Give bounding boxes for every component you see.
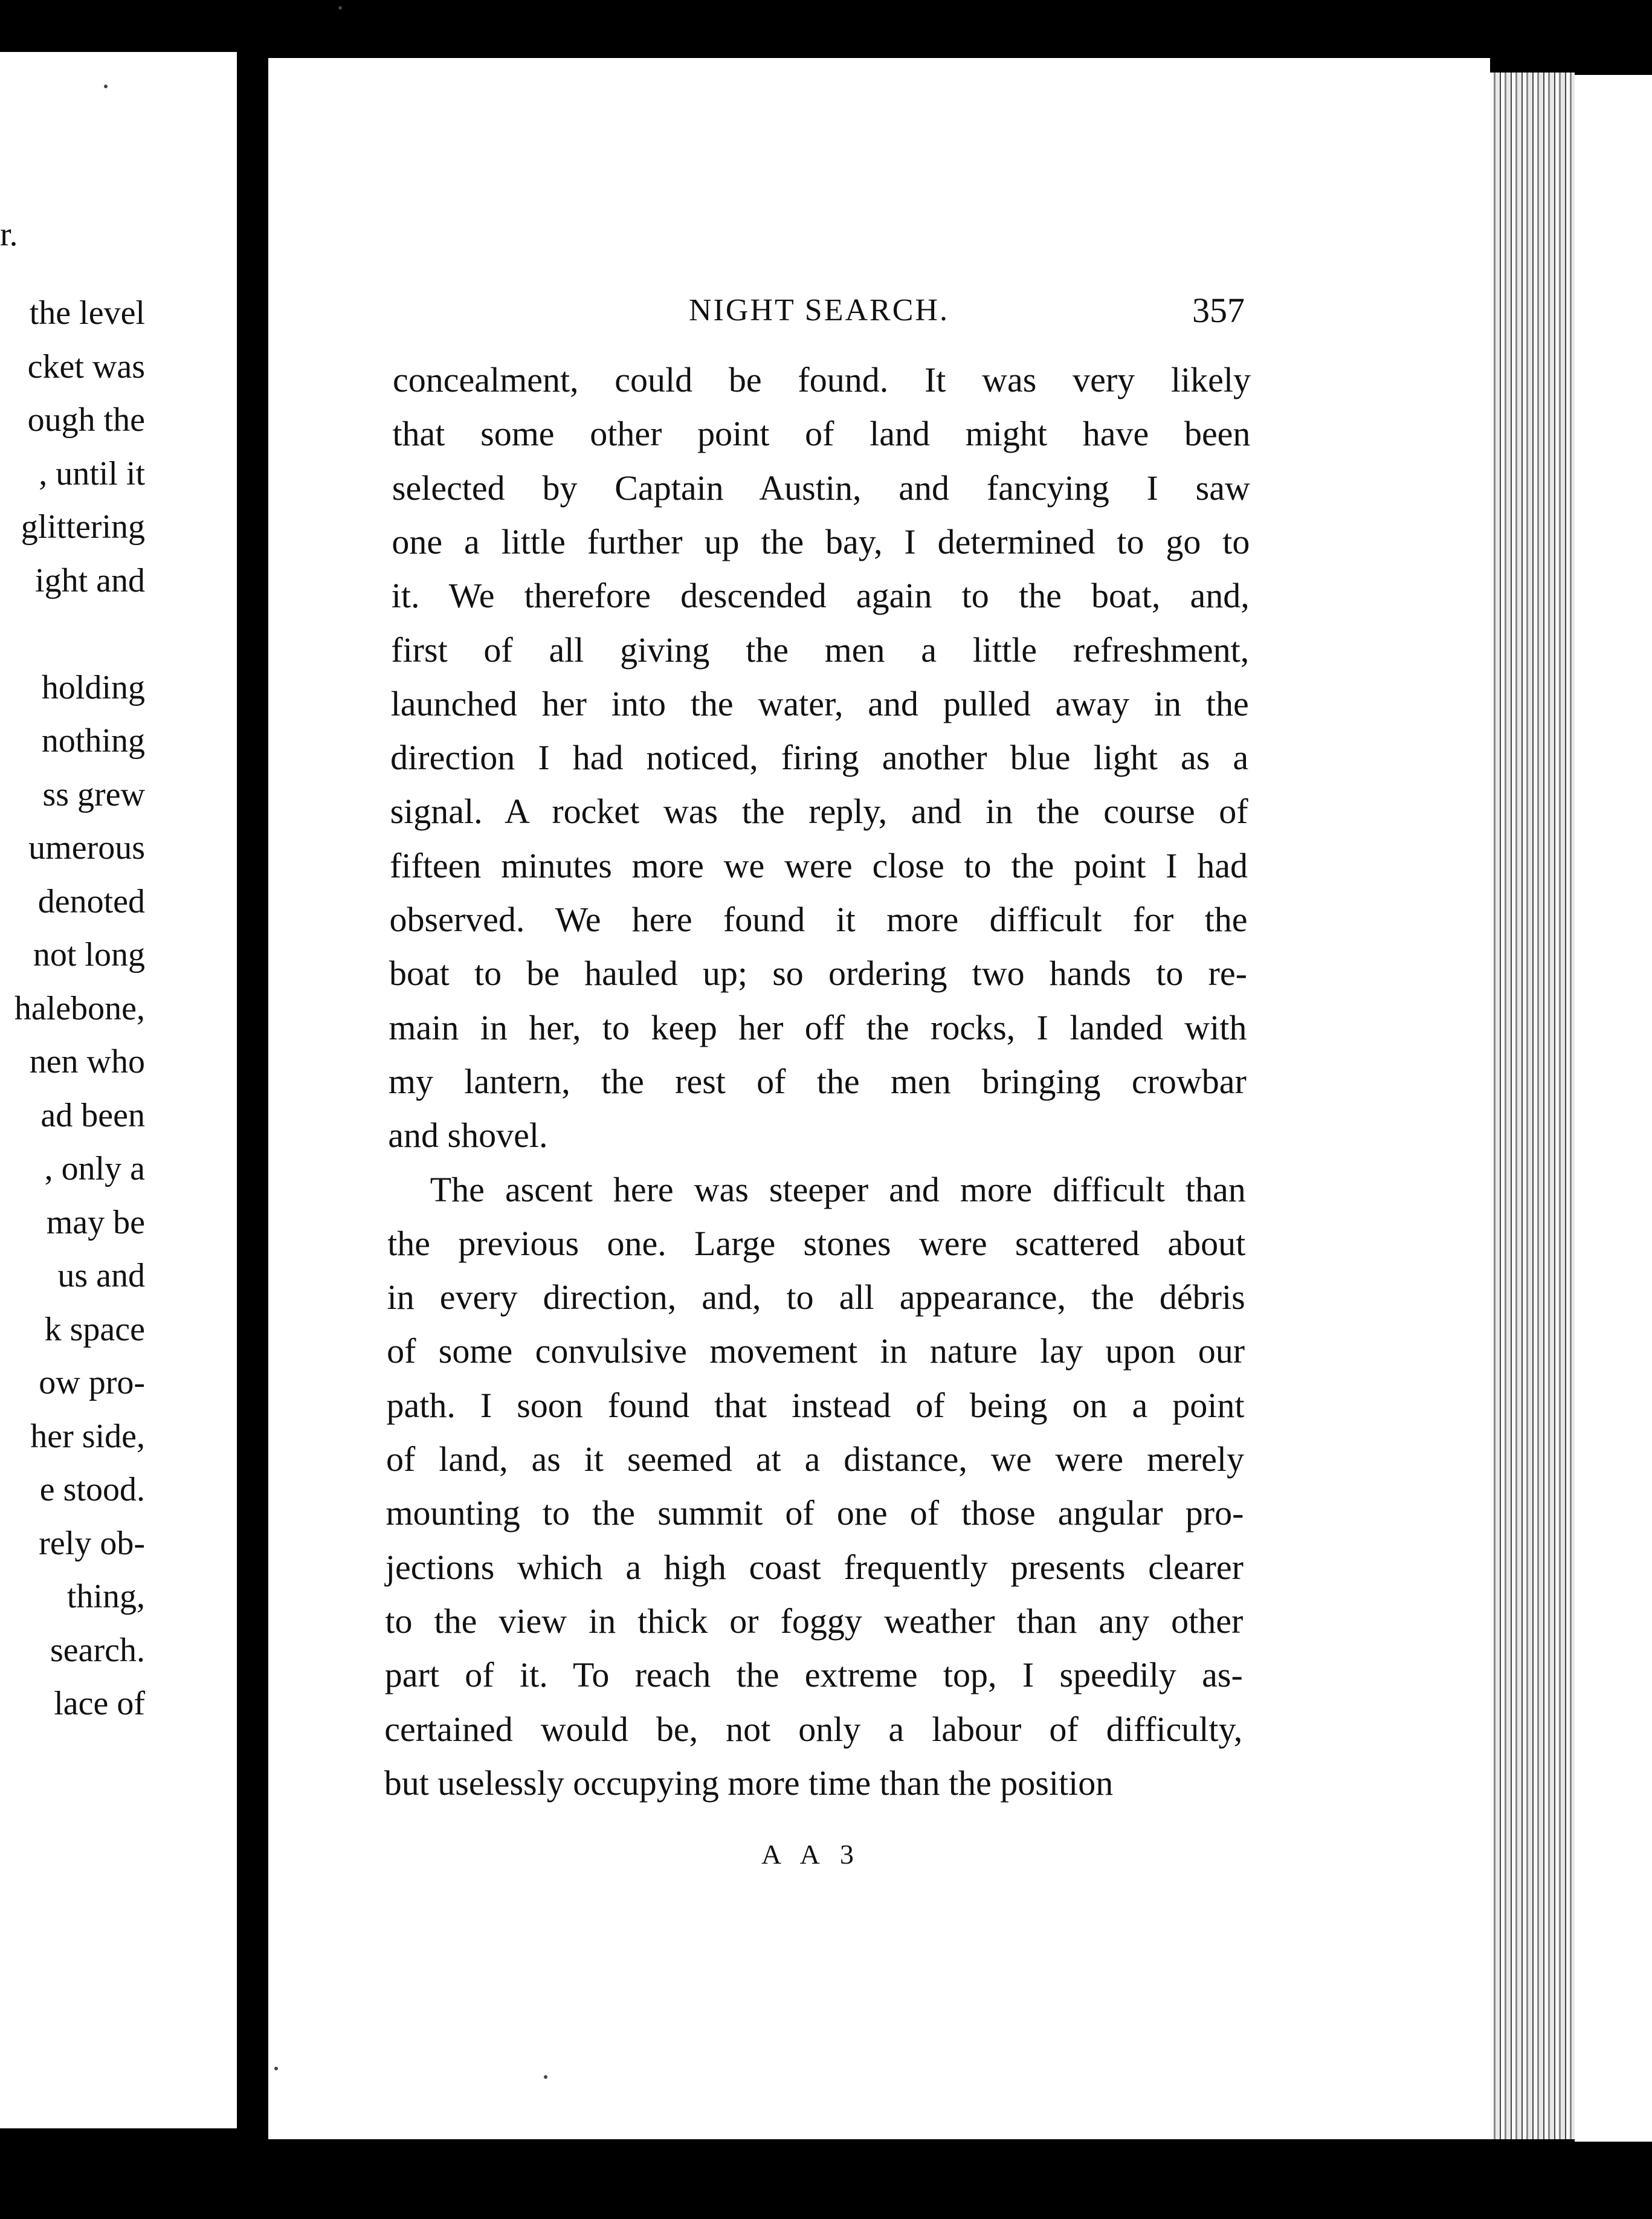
text-line: certained would be, not only a labour of difficulty, xyxy=(384,1709,1243,1749)
facing-page-line: umerous xyxy=(28,829,145,867)
text-line: first of all giving the men a little refreshment, xyxy=(391,630,1250,670)
text-line: that some other point of land might have been xyxy=(392,414,1251,454)
text-line: it. We therefore descended again to the boat, and, xyxy=(391,576,1250,616)
text-line: mounting to the summit of one of those angular pro- xyxy=(386,1493,1244,1533)
page-number: 357 xyxy=(1192,291,1245,330)
facing-page-line: rely ob- xyxy=(39,1524,145,1562)
facing-page-line: search. xyxy=(50,1631,145,1669)
facing-page-line: lace of xyxy=(54,1685,145,1722)
facing-page-line: the level xyxy=(29,294,145,332)
facing-page-line: ad been xyxy=(40,1096,145,1134)
facing-page-line: k space xyxy=(44,1310,145,1348)
facing-page-line: us and xyxy=(57,1257,145,1294)
scan-speck xyxy=(544,2075,547,2079)
text-line: in every direction, and, to all appearance, the débris xyxy=(387,1277,1245,1317)
facing-page-line: not long xyxy=(33,936,145,974)
text-line: but uselessly occupying more time than the position xyxy=(384,1763,1114,1803)
facing-page-line: halebone, xyxy=(14,989,145,1027)
text-line: signal. A rocket was the reply, and in the course of xyxy=(390,792,1248,832)
text-line: part of it. To reach the extreme top, I speedily as- xyxy=(384,1655,1243,1695)
facing-page-line: ight and xyxy=(35,561,145,599)
text-line: concealment, could be found. It was very likely xyxy=(393,360,1251,399)
text-line: direction I had noticed, firing another blue light as a xyxy=(390,738,1249,778)
scan-speck xyxy=(274,2067,278,2070)
text-line: selected by Captain Austin, and fancying I saw xyxy=(392,468,1250,508)
facing-page-line: ow pro- xyxy=(39,1364,145,1401)
text-line: of land, as it seemed at a distance, we were merely xyxy=(386,1439,1244,1479)
facing-page-line: , only a xyxy=(44,1150,145,1187)
running-title: NIGHT SEARCH. xyxy=(689,293,949,328)
text-line: main in her, to keep her off the rocks, I landed with xyxy=(389,1007,1247,1047)
facing-page-line: glittering xyxy=(21,508,145,546)
signature-mark: A A 3 xyxy=(761,1839,861,1870)
text-line: launched her into the water, and pulled away in the xyxy=(390,683,1249,723)
facing-page-line: ss grew xyxy=(42,775,145,813)
text-line: fifteen minutes more we were close to the point I had xyxy=(390,845,1248,885)
facing-page-line: holding xyxy=(41,668,145,706)
facing-page-line: nen who xyxy=(29,1043,145,1080)
text-line: the previous one. Large stones were scattered about xyxy=(387,1223,1246,1263)
facing-page-line: cket was xyxy=(27,347,145,386)
text-line: of some convulsive movement in nature lay upon our xyxy=(387,1331,1245,1371)
text-line: jections which a high coast frequently presents clearer xyxy=(385,1547,1244,1587)
text-line: one a little further up the bay, I determined to go to xyxy=(392,522,1250,561)
facing-page-line: denoted xyxy=(37,882,145,920)
facing-page-line: nothing xyxy=(41,722,145,760)
facing-page-line: , until it xyxy=(39,454,145,493)
facing-page-line: e stood. xyxy=(39,1471,145,1508)
text-line: The ascent here was steeper and more difficult than xyxy=(430,1169,1246,1209)
text-line: boat to be hauled up; so ordering two hands to re- xyxy=(389,954,1247,993)
facing-page-line: may be xyxy=(46,1203,145,1241)
facing-page-line: ough the xyxy=(27,401,145,439)
scan-speck xyxy=(338,6,342,10)
facing-page-line: r. xyxy=(0,216,18,253)
text-line: my lantern, the rest of the men bringing crowbar xyxy=(388,1061,1247,1101)
text-line: and shovel. xyxy=(388,1116,548,1155)
text-line: to the view in thick or foggy weather than any other xyxy=(385,1601,1244,1641)
scan-speck xyxy=(104,85,108,88)
facing-page-line: her side, xyxy=(30,1417,145,1455)
text-line: path. I soon found that instead of being on a point xyxy=(386,1385,1245,1425)
facing-page-line: thing, xyxy=(66,1578,145,1615)
text-line: observed. We here found it more difficult for the xyxy=(389,900,1248,939)
